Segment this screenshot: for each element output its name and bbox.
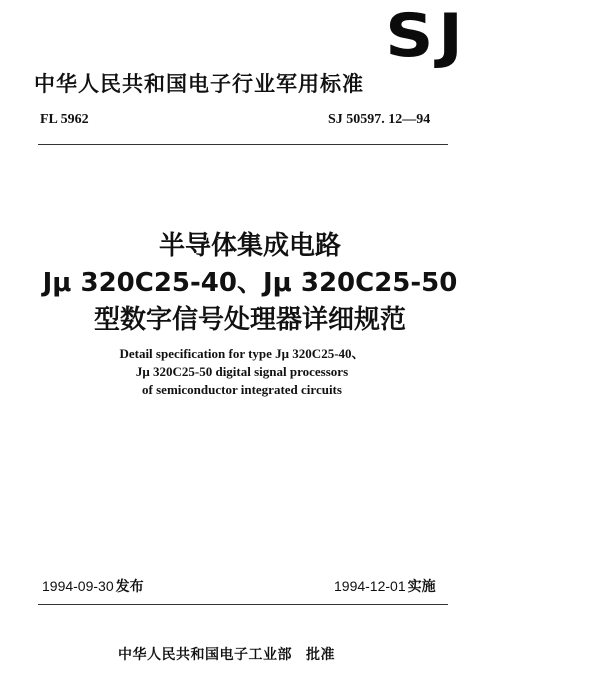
chinese-title-line-2: Jμ 320C25-40、Jμ 320C25-50 (42, 268, 458, 298)
issue-date-block (42, 576, 144, 596)
chinese-title-line-3: 型数字信号处理器详细规范 (93, 305, 406, 335)
classification-code: FL 5962 (40, 112, 89, 127)
approval-label: 批准 (306, 647, 335, 663)
ministry-name: 中华人民共和国电子工业部 (118, 647, 292, 663)
issue-date: 1994-09-30 (42, 578, 114, 594)
issue-label: 发布 (115, 579, 144, 595)
standard-number: SJ 50597. 12—94 (328, 112, 431, 127)
chinese-title (0, 228, 500, 339)
english-title-line-1: Detail specification for type Jμ 320C25-40、 (119, 346, 365, 361)
english-title (0, 345, 484, 399)
approval-line (118, 644, 335, 664)
chinese-title-line-1: 半导体集成电路 (158, 231, 341, 261)
implement-label: 实施 (407, 579, 436, 595)
footer-divider (38, 604, 448, 605)
header-divider (38, 144, 448, 145)
implement-date-block (334, 576, 436, 596)
sj-logo: SJ (385, 1, 468, 71)
english-title-line-2: Jμ 320C25-50 digital signal processors (135, 364, 349, 379)
organization-title: 中华人民共和国电子行业军用标准 (34, 72, 364, 96)
implement-date: 1994-12-01 (334, 578, 406, 594)
english-title-line-3: of semiconductor integrated circuits (142, 382, 342, 397)
